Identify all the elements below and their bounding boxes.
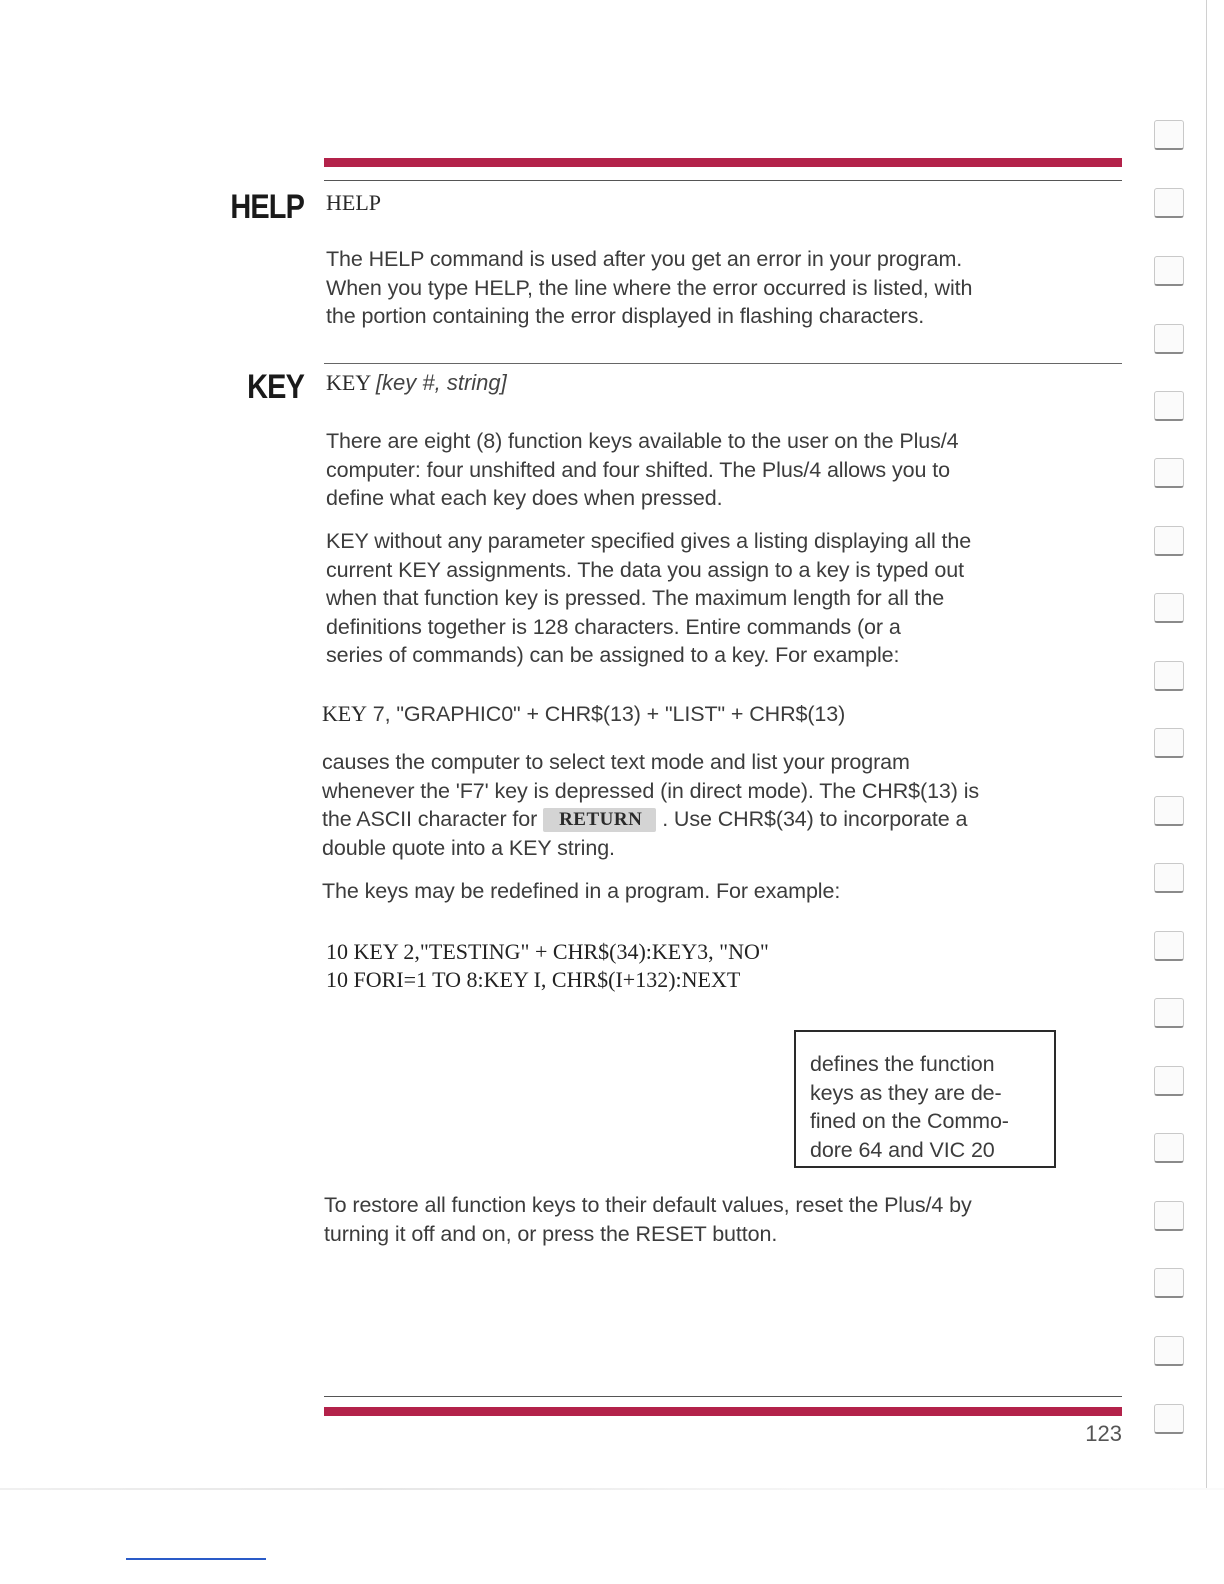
index-tab (1154, 1066, 1184, 1096)
index-tab (1154, 256, 1184, 286)
note-text (810, 1050, 1009, 1164)
top-thin-rule (324, 180, 1122, 181)
section-divider (324, 363, 1122, 364)
paragraph-line: series of commands) can be assigned to a key. For example: (326, 643, 900, 667)
note-line: fined on the Commo- (810, 1109, 1009, 1133)
page-edge (1206, 0, 1207, 1490)
bottom-accent-rule (324, 1407, 1122, 1416)
key-syntax-args: [key #, string] (375, 370, 507, 395)
help-syntax: HELP (326, 190, 381, 215)
paragraph-line: causes the computer to select text mode and list your program (322, 750, 910, 774)
note-line: keys as they are de- (810, 1080, 1002, 1105)
page-number: 123 (1085, 1421, 1122, 1446)
index-tab (1154, 120, 1184, 150)
index-tab (1154, 931, 1184, 961)
scan-artifact-line (126, 1558, 266, 1560)
top-accent-rule (324, 158, 1122, 167)
paragraph-text: the ASCII character for (322, 807, 538, 831)
example-line (322, 700, 845, 729)
scan-bottom-edge (0, 1488, 1224, 1490)
example-command: KEY (322, 701, 367, 726)
paragraph-line: There are eight (8) function keys available to the user on the Plus/4 (326, 429, 959, 453)
paragraph-line: turning it off and on, or press the RESET button. (324, 1221, 778, 1246)
index-tab (1154, 458, 1184, 488)
return-key-cap: RETURN (543, 808, 656, 832)
index-tab (1154, 1404, 1184, 1434)
margin-label-key: KEY (247, 368, 304, 406)
paragraph-line: current KEY assignments. The data you assign to a key is typed out (326, 557, 964, 582)
key-syntax-command: KEY (326, 370, 371, 395)
key-paragraph-3 (322, 748, 979, 862)
note-line: defines the function (810, 1052, 995, 1076)
note-box (794, 1030, 1056, 1168)
code-line: 10 KEY 2,"TESTING" + CHR$(34):KEY3, "NO" (326, 939, 769, 964)
help-description (326, 245, 972, 331)
paragraph-line: The keys may be redefined in a program. For example: (322, 879, 841, 903)
paragraph-line: double quote into a KEY string. (322, 835, 615, 860)
index-tab (1154, 1133, 1184, 1163)
key-example-1 (322, 700, 845, 729)
code-example (326, 938, 769, 994)
paragraph-line: define what each key does when pressed. (326, 486, 723, 510)
key-paragraph-4 (322, 877, 840, 906)
index-tab (1154, 324, 1184, 354)
paragraph-line: whenever the 'F7' key is depressed (in direct mode). The CHR$(13) is (322, 778, 980, 803)
paragraph-line: To restore all function keys to their default values, reset the Plus/4 by (324, 1193, 972, 1217)
index-tab (1154, 661, 1184, 691)
paragraph-line: when that function key is pressed. The maximum length for all the (326, 586, 945, 610)
index-tab (1154, 998, 1184, 1028)
paragraph-line: computer: four unshifted and four shifted. The Plus/4 allows you to (326, 457, 950, 482)
example-arguments: 7, "GRAPHIC0" + CHR$(13) + "LIST" + CHR$(13) (372, 702, 846, 726)
index-tab (1154, 593, 1184, 623)
key-paragraph-2 (326, 527, 971, 670)
paragraph-text: . Use CHR$(34) to incorporate a (662, 807, 968, 831)
paragraph-line (322, 805, 979, 834)
help-description-line: When you type HELP, the line where the error occurred is listed, with (326, 275, 973, 300)
help-description-line: the portion containing the error displayed in flashing characters. (326, 304, 925, 328)
index-tab (1154, 728, 1184, 758)
key-syntax (326, 370, 507, 396)
key-paragraph-final (324, 1191, 972, 1248)
index-tab (1154, 1268, 1184, 1298)
margin-label-help: HELP (230, 188, 304, 226)
code-line: 10 FORI=1 TO 8:KEY I, CHR$(I+132):NEXT (326, 967, 741, 992)
index-tab (1154, 1201, 1184, 1231)
index-tab (1154, 1336, 1184, 1366)
index-tab (1154, 796, 1184, 826)
index-tab (1154, 526, 1184, 556)
paragraph-line: KEY without any parameter specified gives a listing displaying all the (326, 529, 972, 553)
index-tab (1154, 391, 1184, 421)
note-line: dore 64 and VIC 20 (810, 1137, 995, 1162)
index-tab (1154, 863, 1184, 893)
key-paragraph-1 (326, 427, 959, 513)
paragraph-line: definitions together is 128 characters. Entire commands (or a (326, 614, 901, 639)
help-description-line: The HELP command is used after you get an error in your program. (326, 247, 963, 271)
index-tab (1154, 188, 1184, 218)
bottom-thin-rule (324, 1396, 1122, 1397)
